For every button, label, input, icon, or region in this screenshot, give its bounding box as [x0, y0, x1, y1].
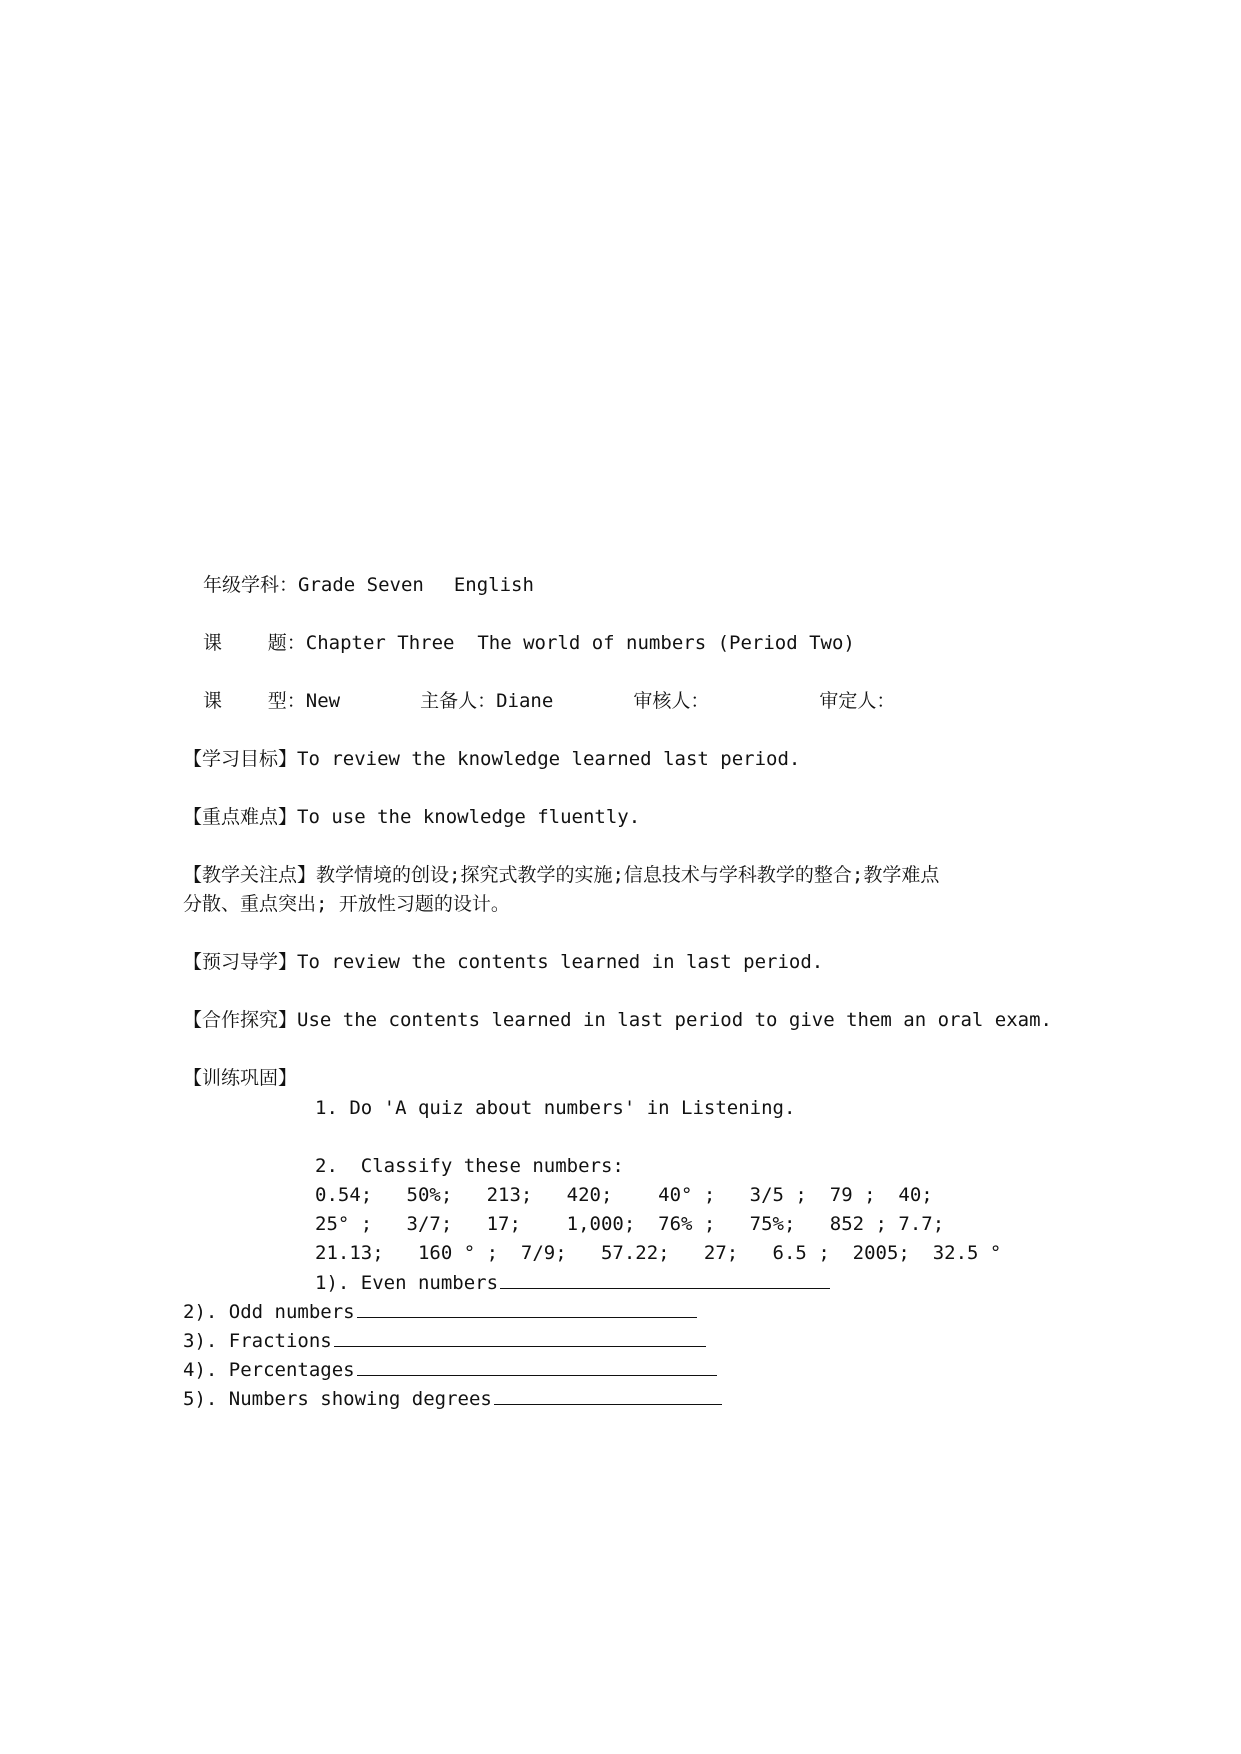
- objectives-label: 【学习目标】: [183, 748, 298, 770]
- focus-line-1: [183, 863, 939, 887]
- preview-line: [183, 950, 823, 974]
- odd-numbers-label: 2). Odd numbers: [183, 1301, 355, 1323]
- degrees-line: [183, 1386, 722, 1411]
- grade-label: 年级学科：: [203, 574, 299, 596]
- degrees-blank[interactable]: [494, 1386, 722, 1405]
- fractions-label: 3). Fractions: [183, 1330, 332, 1352]
- preview-label: 【预习导学】: [183, 951, 298, 973]
- cooperation-text: Use the contents learned in last period to give them an oral exam.: [297, 1009, 1052, 1031]
- percentages-label: 4). Percentages: [183, 1359, 355, 1381]
- type-label: 课 型：: [203, 690, 306, 712]
- percentages-blank[interactable]: [357, 1357, 717, 1376]
- even-numbers-label: 1). Even numbers: [315, 1272, 499, 1294]
- focus-line-2: [183, 892, 510, 916]
- grade-subject-line: [203, 573, 534, 597]
- reviewer-label: 审核人：: [633, 690, 710, 712]
- fractions-line: [183, 1328, 706, 1353]
- practice-label: 【训练巩固】: [183, 1067, 298, 1089]
- type-line: [203, 689, 895, 713]
- numbers-row-3: 21.13; 160 ° ; 7/9; 57.22; 27; 6.5 ; 2005; 32.5 °: [315, 1242, 1002, 1264]
- fractions-blank[interactable]: [334, 1328, 706, 1347]
- cooperation-label: 【合作探究】: [183, 1009, 298, 1031]
- preparer-label: 主备人：: [420, 690, 497, 712]
- percentages-line: [183, 1357, 717, 1382]
- odd-numbers-line: [183, 1299, 697, 1324]
- topic-label: 课 题：: [203, 632, 306, 654]
- grade-value: Grade Seven: [298, 574, 424, 596]
- cooperation-line: [183, 1008, 1052, 1032]
- key-points-label: 【重点难点】: [183, 806, 298, 828]
- preparer-value: Diane: [496, 690, 554, 712]
- topic-line: [203, 631, 855, 655]
- objectives-line: [183, 747, 800, 771]
- objectives-text: To review the knowledge learned last period.: [297, 748, 801, 770]
- numbers-row-1: 0.54; 50%; 213; 420; 40° ; 3/5 ; 79 ; 40;: [315, 1184, 933, 1206]
- numbers-row-2: 25° ; 3/7; 17; 1,000; 76% ; 75%; 852 ; 7.7;: [315, 1213, 945, 1235]
- exercise-item-2: 2. Classify these numbers:: [315, 1155, 624, 1177]
- key-points-line: [183, 805, 640, 829]
- subject-value: English: [453, 574, 534, 596]
- preview-text: To review the contents learned in last period.: [297, 951, 824, 973]
- focus-text-1: 教学情境的创设;探究式教学的实施;信息技术与学科教学的整合;教学难点: [316, 864, 940, 886]
- topic-value: Chapter Three The world of numbers (Period Two): [305, 632, 855, 654]
- key-points-text: To use the knowledge fluently.: [297, 806, 641, 828]
- even-numbers-blank[interactable]: [500, 1270, 830, 1289]
- exercise-item-1: 1. Do 'A quiz about numbers' in Listening.: [315, 1097, 796, 1119]
- type-value: New: [305, 690, 341, 712]
- approver-label: 审定人：: [819, 690, 896, 712]
- focus-text-2: 分散、重点突出; 开放性习题的设计。: [183, 893, 510, 915]
- practice-line: [183, 1066, 297, 1090]
- degrees-label: 5). Numbers showing degrees: [183, 1388, 492, 1410]
- focus-label: 【教学关注点】: [183, 864, 317, 886]
- odd-numbers-blank[interactable]: [357, 1299, 697, 1318]
- even-numbers-line: [315, 1270, 830, 1295]
